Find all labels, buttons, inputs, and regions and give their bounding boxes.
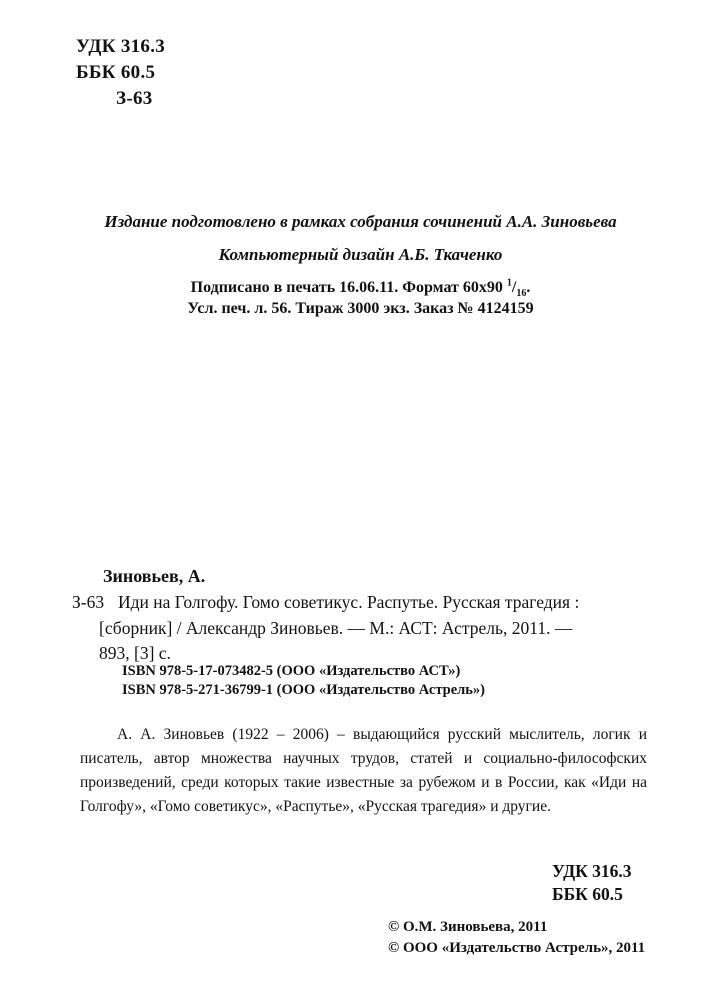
catalog-title-line1-text: Иди на Голгофу. Гомо советикус. Распутье. Русская трагедия :	[118, 592, 580, 612]
print-info-line1-text: Подписано в печать 16.06.11. Формат 60х90	[190, 279, 507, 296]
isbn-line: ISBN 978-5-17-073482-5 (ООО «Издательство АСТ»)	[122, 663, 461, 679]
format-fraction-slash: /	[511, 279, 517, 296]
catalog-author-sign: З-63	[72, 592, 105, 612]
catalog-title-line2: [сборник] / Александр Зиновьев. — М.: АСТ: Астрель, 2011. —	[99, 618, 573, 638]
catalog-title-line1	[72, 592, 579, 613]
isbn-line: ISBN 978-5-271-36799-1 (ООО «Издательство Астрель»)	[122, 681, 486, 698]
author-sign: З-63	[116, 88, 153, 109]
copyright-line: © ООО «Издательство Астрель», 2011	[388, 939, 646, 956]
copyright-block	[388, 917, 645, 958]
format-fraction-numerator: 1	[506, 277, 512, 289]
series-note: Издание подготовлено в рамках собрания сочинений А.А. Зиновьева	[104, 212, 617, 231]
catalog-title-line3: 893, [3] с.	[99, 643, 171, 663]
copyright-line: © О.М. Зиновьева, 2011	[388, 919, 548, 935]
udk-number: УДК 316.3	[76, 36, 166, 57]
design-note: Компьютерный дизайн А.Б. Ткаченко	[218, 245, 503, 264]
print-info-line1	[0, 277, 721, 300]
isbn-block	[122, 662, 485, 699]
annotation-paragraph: А. А. Зиновьев (1922 – 2006) – выдающийся русский мыслитель, логик и писатель, автор множества научных трудов, статей и социально-философских произведений, среди которых такие известные за рубежом и в России, как «Иди на Голгофу», «Гомо советикус», «Распутье», «Русская трагедия» и другие.	[80, 725, 647, 815]
format-fraction-denominator: 16	[516, 288, 527, 300]
catalog-author: Зиновьев, А.	[103, 566, 206, 586]
print-info-line1-end: .	[526, 279, 531, 296]
top-classification-block	[76, 34, 165, 112]
udk-number-bottom: УДК 316.3	[552, 861, 632, 881]
print-info-line2: Усл. печ. л. 56. Тираж 3000 экз. Заказ № 4124159	[187, 300, 534, 317]
bbk-number: ББК 60.5	[76, 62, 156, 83]
bbk-number-bottom: ББК 60.5	[552, 884, 623, 904]
bottom-classification-block	[552, 860, 632, 906]
